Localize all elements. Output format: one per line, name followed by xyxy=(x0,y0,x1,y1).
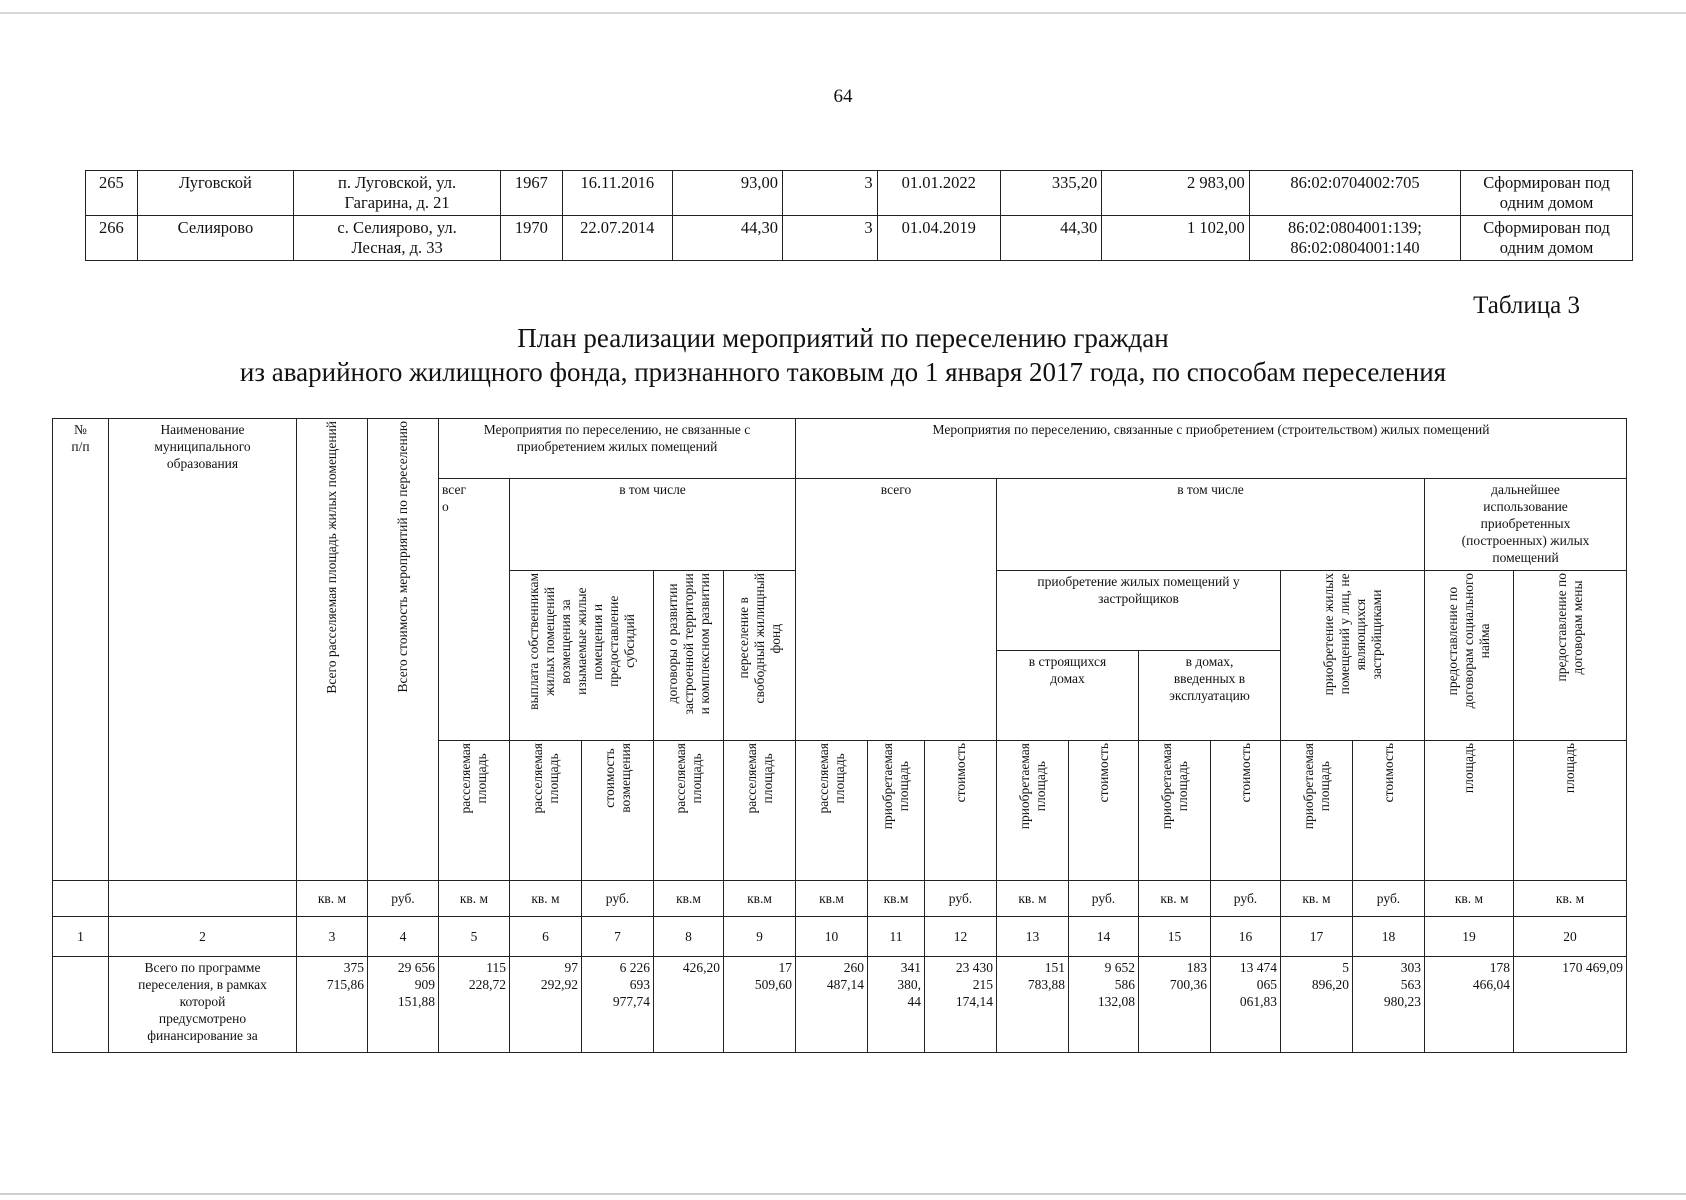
unit-cell: кв.м xyxy=(868,881,925,917)
column-number: 14 xyxy=(1069,917,1139,957)
cell: 1970 xyxy=(501,216,563,261)
subheader: приобретаемая площадь xyxy=(868,741,925,881)
cell xyxy=(53,957,109,1053)
cell: 44,30 xyxy=(672,216,782,261)
cell: 5 896,20 xyxy=(1281,957,1353,1053)
unit-cell: кв. м xyxy=(1281,881,1353,917)
subheader: приобретаемая площадь xyxy=(997,741,1069,881)
cell: 2 983,00 xyxy=(1102,171,1250,216)
total-label: Всего по программе переселения, в рамках которой предусмотрено финансирование за xyxy=(109,957,297,1053)
unit-cell: руб. xyxy=(1211,881,1281,917)
column-number: 10 xyxy=(796,917,868,957)
cell: п. Луговской, ул. Гагарина, д. 21 xyxy=(294,171,501,216)
header-name: Наименование муниципального образования xyxy=(109,419,297,881)
header-total-b: всего xyxy=(796,479,997,741)
unit-cell xyxy=(53,881,109,917)
column-number: 1 xyxy=(53,917,109,957)
subheader: приобретаемая площадь xyxy=(1139,741,1211,881)
column-number: 3 xyxy=(297,917,368,957)
column-number: 15 xyxy=(1139,917,1211,957)
column-number: 5 xyxy=(439,917,510,957)
cell: 178 466,04 xyxy=(1425,957,1514,1053)
header-including-a: в том числе xyxy=(510,479,796,571)
subheader: стоимость возмещения xyxy=(582,741,654,881)
cell: 01.04.2019 xyxy=(877,216,1000,261)
cell: 29 656 909 151,88 xyxy=(368,957,439,1053)
cell: 3 xyxy=(782,171,877,216)
unit-cell: кв. м xyxy=(439,881,510,917)
cell: Сформирован под одним домом xyxy=(1461,171,1633,216)
subheader: стоимость xyxy=(925,741,997,881)
header-including-b: в том числе xyxy=(997,479,1425,571)
header-social: предоставление по договорам социального найма xyxy=(1425,571,1514,741)
subheader: расселяемая площадь xyxy=(796,741,868,881)
header-exchange: предоставление по договорам мены xyxy=(1514,571,1627,741)
cell: 93,00 xyxy=(672,171,782,216)
cell: с. Селиярово, ул. Лесная, д. 33 xyxy=(294,216,501,261)
cell: 375 715,86 xyxy=(297,957,368,1053)
header-contracts: договоры о развитии застроенной территории и комплексном развитии xyxy=(654,571,724,741)
cell: 335,20 xyxy=(1000,171,1101,216)
table-row xyxy=(86,171,1633,216)
header-further-use: дальнейшее использование приобретенных (построенных) жилых помещений xyxy=(1425,479,1627,571)
subheader: стоимость xyxy=(1211,741,1281,881)
column-number: 8 xyxy=(654,917,724,957)
header-from-non-developers: приобретение жилых помещений у лиц, не являющихся застройщиками xyxy=(1281,571,1425,741)
cell: 01.01.2022 xyxy=(877,171,1000,216)
header-not-related: Мероприятия по переселению, не связанные с приобретением жилых помещений xyxy=(439,419,796,479)
subheader: стоимость xyxy=(1069,741,1139,881)
title-line-2: из аварийного жилищного фонда, признанного таковым до 1 января 2017 года, по способам переселения xyxy=(239,357,1447,387)
column-number: 4 xyxy=(368,917,439,957)
header-total-area: Всего расселяемая площадь жилых помещений xyxy=(297,419,368,881)
subheader: приобретаемая площадь xyxy=(1281,741,1353,881)
cell: 1 102,00 xyxy=(1102,216,1250,261)
unit-cell: кв. м xyxy=(997,881,1069,917)
column-number: 13 xyxy=(997,917,1069,957)
cell: 86:02:0804001:139; 86:02:0804001:140 xyxy=(1249,216,1460,261)
cell: 97 292,92 xyxy=(510,957,582,1053)
cell: 170 469,09 xyxy=(1514,957,1627,1053)
unit-cell: кв. м xyxy=(1139,881,1211,917)
cell: 341 380, 44 xyxy=(868,957,925,1053)
units-row xyxy=(53,881,1627,917)
cell: 115 228,72 xyxy=(439,957,510,1053)
scan-edge-bottom xyxy=(0,1193,1686,1195)
cell: 23 430 215 174,14 xyxy=(925,957,997,1053)
page-number: 64 xyxy=(833,86,853,107)
cell: 151 783,88 xyxy=(997,957,1069,1053)
cell: 86:02:0704002:705 xyxy=(1249,171,1460,216)
column-number: 6 xyxy=(510,917,582,957)
title-line-1: План реализации мероприятий по переселению граждан xyxy=(517,323,1169,353)
header-no: № п/п xyxy=(53,419,109,881)
unit-cell: кв.м xyxy=(724,881,796,917)
cell: 17 509,60 xyxy=(724,957,796,1053)
header-free-fund: переселение в свободный жилищный фонд xyxy=(724,571,796,741)
cell: 183 700,36 xyxy=(1139,957,1211,1053)
table-row xyxy=(86,216,1633,261)
unit-cell: руб. xyxy=(1069,881,1139,917)
column-number: 19 xyxy=(1425,917,1514,957)
header-in-operation: в домах, введенных в эксплуатацию xyxy=(1139,651,1281,741)
column-number: 17 xyxy=(1281,917,1353,957)
cell: 303 563 980,23 xyxy=(1353,957,1425,1053)
cell: 9 652 586 132,08 xyxy=(1069,957,1139,1053)
cell: Сформирован под одним домом xyxy=(1461,216,1633,261)
table-label: Таблица 3 xyxy=(1473,292,1580,319)
header-row xyxy=(53,419,1627,479)
column-number: 12 xyxy=(925,917,997,957)
header-related: Мероприятия по переселению, связанные с приобретением (строительством) жилых помещений xyxy=(796,419,1627,479)
subheader: расселяемая площадь xyxy=(439,741,510,881)
cell: 6 226 693 977,74 xyxy=(582,957,654,1053)
unit-cell: кв.м xyxy=(654,881,724,917)
column-numbers-row xyxy=(53,917,1627,957)
unit-cell: кв. м xyxy=(297,881,368,917)
continuation-table xyxy=(85,170,1633,261)
column-number: 9 xyxy=(724,917,796,957)
cell: Селиярово xyxy=(137,216,293,261)
unit-cell: кв. м xyxy=(1514,881,1627,917)
cell: 16.11.2016 xyxy=(562,171,672,216)
unit-cell: руб. xyxy=(925,881,997,917)
subheader: расселяемая площадь xyxy=(724,741,796,881)
unit-cell: кв.м xyxy=(796,881,868,917)
subheader: стоимость xyxy=(1353,741,1425,881)
cell: 1967 xyxy=(501,171,563,216)
total-row xyxy=(53,957,1627,1053)
unit-cell: руб. xyxy=(368,881,439,917)
resettlement-plan-table xyxy=(52,418,1627,1053)
subheader: площадь xyxy=(1425,741,1514,881)
cell: 13 474 065 061,83 xyxy=(1211,957,1281,1053)
scan-edge-top xyxy=(0,12,1686,14)
unit-cell: кв. м xyxy=(1425,881,1514,917)
cell: 22.07.2014 xyxy=(562,216,672,261)
cell: 44,30 xyxy=(1000,216,1101,261)
subheader: площадь xyxy=(1514,741,1627,881)
column-number: 11 xyxy=(868,917,925,957)
subheader: расселяемая площадь xyxy=(654,741,724,881)
subheader: расселяемая площадь xyxy=(510,741,582,881)
cell: 266 xyxy=(86,216,138,261)
header-total-cost: Всего стоимость мероприятий по переселению xyxy=(368,419,439,881)
column-number: 16 xyxy=(1211,917,1281,957)
unit-cell: кв. м xyxy=(510,881,582,917)
header-from-developers: приобретение жилых помещений у застройщиков xyxy=(997,571,1281,651)
cell: 426,20 xyxy=(654,957,724,1053)
unit-cell: руб. xyxy=(1353,881,1425,917)
column-number: 20 xyxy=(1514,917,1627,957)
header-payout: выплата собственникам жилых помещений возмещения за изымаемые жилые помещения и предоставление субсидий xyxy=(510,571,654,741)
column-number: 7 xyxy=(582,917,654,957)
column-number: 2 xyxy=(109,917,297,957)
cell: Луговской xyxy=(137,171,293,216)
column-number: 18 xyxy=(1353,917,1425,957)
cell: 265 xyxy=(86,171,138,216)
header-total-a: всег о xyxy=(439,479,510,741)
unit-cell xyxy=(109,881,297,917)
cell: 3 xyxy=(782,216,877,261)
cell: 260 487,14 xyxy=(796,957,868,1053)
header-under-construction: в строящихся домах xyxy=(997,651,1139,741)
unit-cell: руб. xyxy=(582,881,654,917)
